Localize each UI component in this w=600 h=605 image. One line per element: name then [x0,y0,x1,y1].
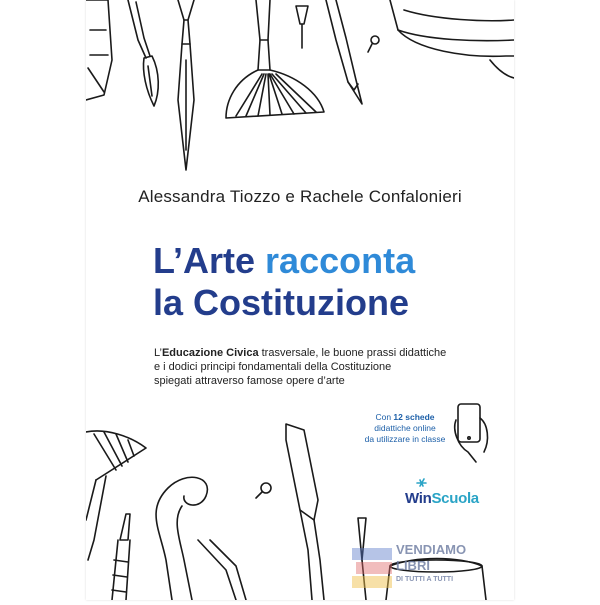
paint-jar-icon [390,0,514,78]
watermark-line-1: VENDIAMO [396,542,467,557]
title-accent: racconta [265,240,416,281]
paint-tube-icon [156,477,246,600]
watermark-line-2: LIBRI [396,558,430,573]
watermark-line-3: DI TUTTI A TUTTI [396,576,454,583]
paintbrush-icon [128,0,158,106]
promo-prefix: Con [375,412,394,422]
desc-line-1-rest: trasversale, le buone prassi didattiche [258,347,447,359]
authors: Alessandra Tiozzo e Rachele Confalonieri [138,187,462,206]
desc-prefix: L’ [154,347,162,359]
watermark [352,540,467,600]
book-title [153,240,415,324]
publisher-part-2: Scuola [431,490,479,507]
palette-knife-icon [178,0,194,170]
promo-line-3: da utilizzare in classe [364,434,446,444]
star-icon [417,479,426,486]
fan-brush-icon [226,0,324,118]
palette-knife-icon [256,424,324,600]
paint-tube-icon [86,0,112,100]
description [154,346,474,388]
desc-line-1 [154,346,474,360]
title-line-2: la Costituzione [153,282,410,323]
title-line-1 [153,240,415,282]
title-dark: L’Arte [153,240,266,281]
promo-bold: 12 schede [393,412,435,422]
desc-bold: Educazione Civica [161,347,259,359]
smartphone-hand-icon [455,404,488,462]
fan-brush-icon [86,431,146,560]
publisher-part-1: Win [405,490,432,507]
desc-line-2: e i dodici principi fondamentali della Costituzione [154,361,392,373]
online-worksheets-note [359,412,451,445]
paintbrush-icon [112,514,130,600]
promo-line-1 [359,412,451,423]
desc-line-3: spiegati attraverso famose opere d’arte [154,375,345,387]
promo-line-2: didattiche online [374,423,436,433]
publisher-logo [405,490,479,507]
